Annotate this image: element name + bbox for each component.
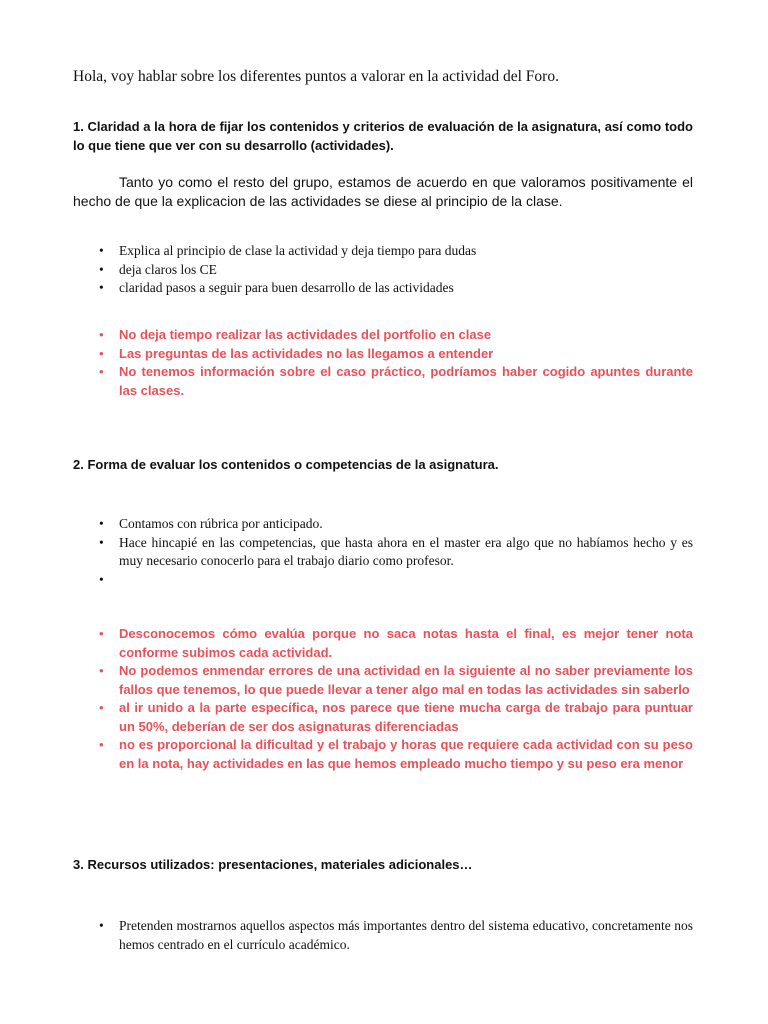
list-item: • Pretenden mostrarnos aquellos aspectos más importantes dentro del sistema educativo, concretamente nos hemos centrado en el currículo académico. (99, 918, 693, 952)
section3-heading: 3. Recursos utilizados: presentaciones, materiales adicionales… (73, 857, 473, 872)
list-item: • deja claros los CE (73, 261, 693, 280)
list-item: • al ir unido a la parte específica, nos parece que tiene mucha carga de trabajo para puntuar un 50%, deberían de ser dos asignaturas diferenciadas (99, 700, 693, 734)
section3-positive-list (73, 917, 693, 954)
section2-positive-list (73, 515, 693, 589)
list-item: • No podemos enmendar errores de una actividad en la siguiente al no saber previamente los fallos que tenemos, lo que puede llevar a tener algo mal en todas las actividades sin saberlo (99, 663, 693, 697)
bullet-icon: • (99, 243, 104, 258)
section1-negative-list (73, 326, 693, 400)
bullet-icon: • (99, 700, 104, 715)
bullet-icon: • (99, 534, 104, 550)
bullet-icon: • (99, 261, 104, 277)
list-item: • claridad pasos a seguir para buen desarrollo de las actividades (73, 279, 693, 298)
list-item: • Contamos con rúbrica por anticipado. (73, 515, 693, 534)
section2-negative-list (73, 625, 693, 773)
bullet-icon: • (99, 918, 104, 933)
list-item: • Explica al principio de clase la actividad y deja tiempo para dudas (73, 242, 693, 261)
bullet-icon: • (99, 626, 104, 641)
list-item: • Las preguntas de las actividades no las llegamos a entender (73, 345, 693, 364)
section1-positive-list (73, 242, 693, 298)
bullet-icon: • (99, 737, 104, 752)
bullet-icon: • (99, 516, 104, 531)
list-item: • Hace hincapié en las competencias, que hasta ahora en el master era algo que no habíamos hecho y es muy necesario conocerlo para el trabajo diario como profesor. (99, 534, 693, 568)
intro-text: Hola, voy hablar sobre los diferentes puntos a valorar en la actividad del Foro. (73, 68, 559, 85)
list-item: • no es proporcional la dificultad y el trabajo y horas que requiere cada actividad con su peso en la nota, hay actividades en las que hemos empleado mucho tiempo y su peso era menor (99, 737, 693, 771)
section1-paragraph: Tanto yo como el resto del grupo, estamos de acuerdo en que valoramos positivamente el hecho de que la explicacion de las actividades se diese al principio de la clase. (73, 174, 693, 209)
bullet-icon: • (99, 345, 104, 361)
bullet-icon: • (99, 327, 104, 342)
list-item: • No deja tiempo realizar las actividades del portfolio en clase (73, 326, 693, 345)
list-item: • No tenemos información sobre el caso práctico, podríamos haber cogido apuntes durante las clases. (99, 364, 693, 398)
list-item (73, 571, 693, 590)
list-item: • Desconocemos cómo evalúa porque no saca notas hasta el final, es mejor tener nota conforme subimos cada actividad. (99, 626, 693, 660)
bullet-icon: • (99, 663, 104, 678)
section2-heading: 2. Forma de evaluar los contenidos o competencias de la asignatura. (73, 457, 499, 472)
bullet-icon: • (99, 364, 104, 379)
section1-heading: 1. Claridad a la hora de fijar los contenidos y criterios de evaluación de la asignatura, así como todo lo que tiene que ver con su desarrollo (actividades). (73, 119, 693, 153)
bullet-icon: • (99, 571, 104, 587)
bullet-icon: • (99, 280, 104, 295)
